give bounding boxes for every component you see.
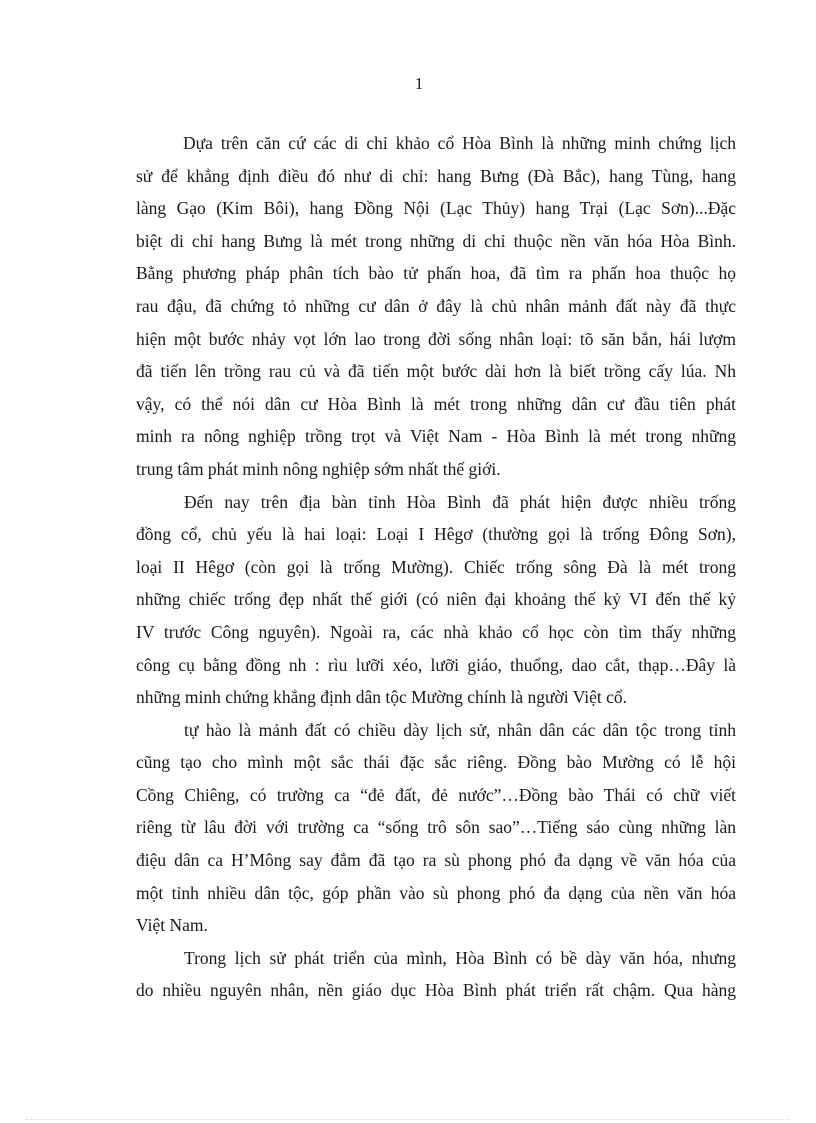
text-line: trung tâm phát minh nông nghiệp sớm nhất thế giới. [136, 458, 501, 479]
text-line: làng Gạo (Kim Bôi), hang Đồng Nội (Lạc Thủy) hang Trại (Lạc Sơn)...Đặc [136, 198, 736, 219]
text-line: Đến nay trên địa bàn tỉnh Hòa Bình đã phát hiện được nhiều trống [184, 491, 736, 512]
text-line: một tỉnh nhiều dân tộc, góp phần vào sù phong phó đa dạng của nền văn hóa [136, 882, 736, 903]
text-line: biệt di chỉ hang Bưng là mét trong những di chỉ thuộc nền văn hóa Hòa Bình. [136, 230, 736, 251]
text-line: Cồng Chiêng, có trường ca “đẻ đất, đẻ nước”…Đồng bào Thái có chữ viết [136, 784, 736, 805]
page-number: 1 [414, 74, 424, 93]
body-text [136, 127, 736, 1007]
text-line: những chiếc trống đẹp nhất thế giới (có niên đại khoảng thế kỷ VI đến thế kỷ [136, 589, 736, 610]
text-line: đồng cổ, chủ yếu là hai loại: Loại I Hêgơ (thường gọi là trống Đông Sơn), [136, 524, 736, 545]
text-line: sử để khẳng định điều đó như di chỉ: hang Bưng (Đà Bắc), hang Tùng, hang [136, 165, 736, 186]
text-line: Bằng phương pháp phân tích bào tử phấn hoa, đã tìm ra phấn hoa thuộc họ [136, 263, 736, 284]
text-line: công cụ bằng đồng nh : rìu lưỡi xéo, lưỡi giáo, thuổng, dao cắt, thạp…Đây là [136, 654, 736, 675]
text-line: minh ra nông nghiệp trồng trọt và Việt Nam - Hòa Bình là mét trong những [136, 426, 736, 447]
text-line: IV trước Công nguyên). Ngoài ra, các nhà khảo cổ học còn tìm thấy những [136, 621, 736, 642]
text-line: rau đậu, đã chứng tỏ những cư dân ở đây là chủ nhân mảnh đất này đã thực [136, 295, 736, 316]
text-line: do nhiều nguyên nhân, nền giáo dục Hòa Bình phát triển rất chậm. Qua hàng [136, 980, 736, 1001]
text-line: vậy, có thể nói dân cư Hòa Bình là mét trong những dân cư đầu tiên phát [136, 393, 736, 414]
text-line: cũng tạo cho mình một sắc thái đặc sắc riêng. Đồng bào Mường có lễ hội [136, 752, 736, 773]
text-line: đã tiến lên trồng rau củ và đã tiến một bước dài hơn là biết trồng cấy lúa. Nh [136, 361, 736, 382]
text-line: Trong lịch sử phát triển của mình, Hòa Bình có bề dày văn hóa, nhưng [184, 947, 736, 968]
text-line: Việt Nam. [136, 915, 208, 936]
page-bottom-divider [26, 1119, 790, 1120]
text-line: hiện một bước nhảy vọt lớn lao trong đời sống nhân loại: tõ săn bắn, hái lượm [136, 328, 736, 349]
text-line: điệu dân ca H’Mông say đắm đã tạo ra sù phong phó đa dạng về văn hóa của [136, 850, 736, 871]
text-line: Dựa trên căn cứ các di chỉ khảo cổ Hòa Bình là những minh chứng lịch [183, 133, 736, 153]
text-line: những minh chứng khẳng định dân tộc Mường chính là người Việt cổ. [136, 687, 628, 708]
text-line: riêng từ lâu đời với trường ca “sống trô sôn sao”…Tiếng sáo cùng những làn [136, 817, 736, 838]
text-line: loại II Hêgơ (còn gọi là trống Mường). Chiếc trống sông Đà là mét trong [136, 556, 736, 577]
text-line: tự hào là mảnh đất có chiều dày lịch sử, nhân dân các dân tộc trong tỉnh [184, 719, 736, 740]
